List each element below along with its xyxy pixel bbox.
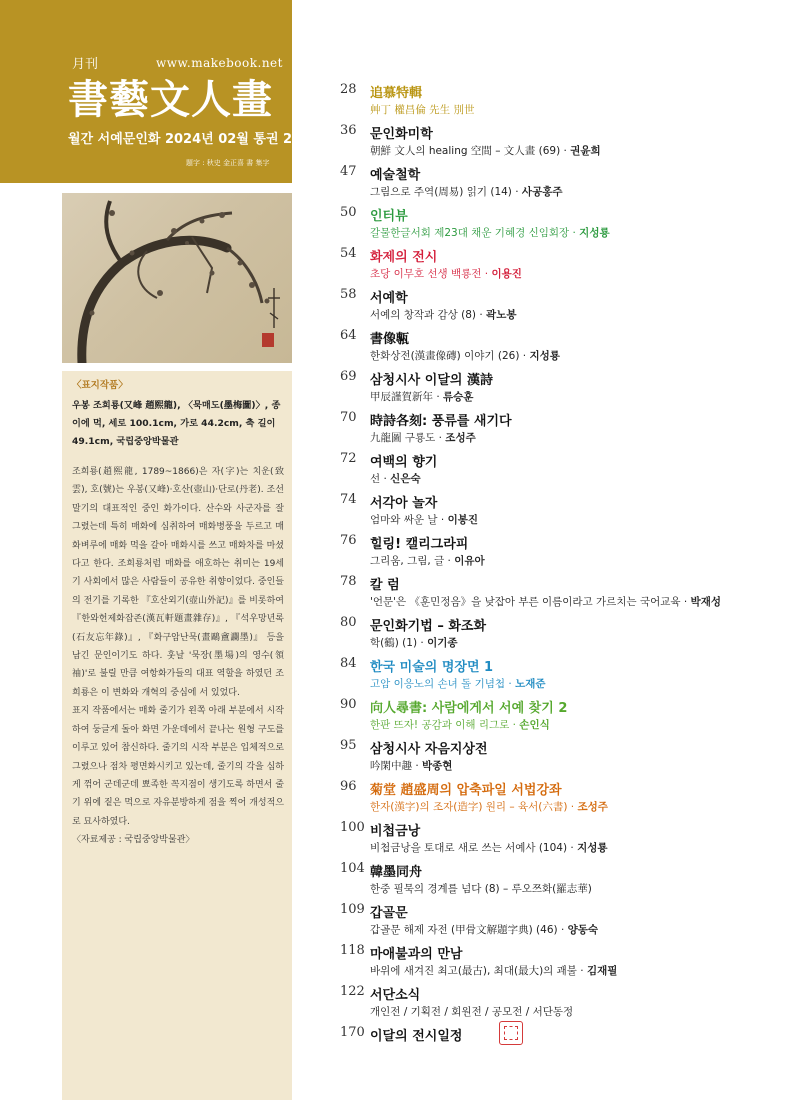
toc-page-number: 50 bbox=[340, 205, 357, 220]
toc-subtitle-text: 甲辰謹賀新年 bbox=[370, 391, 433, 403]
toc-subtitle bbox=[370, 881, 592, 896]
toc-title: 칼 럼 bbox=[370, 578, 400, 593]
toc-author: 이기종 bbox=[427, 637, 458, 649]
toc-subtitle: '언문'은 《훈민정음》을 낮잡아 부른 이름이라고 가르치는 국어교육 · 박재성 bbox=[370, 596, 721, 608]
toc-author: 권윤희 bbox=[570, 145, 601, 157]
toc-subtitle-text: 한화상전(漢畫像磚) 이야기 (26) bbox=[370, 350, 520, 362]
toc-subtitle-text: 한자(漢字)의 조자(造字) 원리 – 육서(六書) bbox=[370, 801, 568, 813]
cover-artwork-image bbox=[62, 193, 292, 363]
toc-title: 이달의 전시일정 bbox=[370, 1029, 463, 1044]
toc-title: 삼청시사 이달의 漢詩 bbox=[370, 373, 493, 388]
toc-page-number: 100 bbox=[340, 820, 365, 835]
cover-description bbox=[72, 463, 284, 831]
toc-title: 갑골문 bbox=[370, 906, 408, 921]
toc-subtitle: 비첩금낭을 토대로 새로 쓰는 서예사 (104) · 지성룡 bbox=[370, 842, 608, 854]
toc-author: 박종현 bbox=[422, 760, 453, 772]
toc-subtitle: 朝鮮 文人의 healing 空間 – 文人畫 (69) · 권윤희 bbox=[370, 145, 601, 157]
toc-author: 손인식 bbox=[519, 719, 550, 731]
toc-subtitle: 선 · 신은숙 bbox=[370, 473, 421, 485]
toc-title: 문인화미학 bbox=[370, 127, 433, 142]
toc-subtitle-text: 吟閑中趣 bbox=[370, 760, 412, 772]
cover-work-info: 우봉 조희룡(又峰 趙熙龍), 〈묵매도(墨梅圖)〉, 종이에 먹, 세로 100.1cm, 가로 44.2cm, 축 길이 49.1cm, 국립중앙박물관 bbox=[72, 400, 281, 447]
monthly-label: 月刊 bbox=[72, 57, 99, 72]
toc-page-number: 78 bbox=[340, 574, 357, 589]
toc-page-number: 104 bbox=[340, 861, 365, 876]
toc-author: 조성주 bbox=[445, 432, 476, 444]
toc-subtitle-text: '언문'은 《훈민정음》을 낮잡아 부른 이름이라고 가르치는 국어교육 bbox=[370, 596, 681, 608]
toc-page-number: 69 bbox=[340, 369, 357, 384]
toc-title: 向人尋書: 사람에게서 서예 찾기 2 bbox=[370, 701, 568, 716]
toc-title: 여백의 향기 bbox=[370, 455, 438, 470]
toc-subtitle: 그림으로 주역(周易) 읽기 (14) · 사공홍주 bbox=[370, 186, 563, 198]
title-calligraphy-credit: 題字 : 秋史 金正喜 書 集字 bbox=[186, 159, 270, 167]
toc-author: 이봉진 bbox=[447, 514, 478, 526]
toc-page-number: 36 bbox=[340, 123, 357, 138]
toc-subtitle bbox=[370, 102, 475, 117]
toc-title: 書像甎 bbox=[370, 332, 410, 347]
toc-page-number: 74 bbox=[340, 492, 357, 507]
toc-subtitle: 바위에 새겨진 최고(最古), 최대(最大)의 괘불 · 김재필 bbox=[370, 965, 618, 977]
toc-title: 서예학 bbox=[370, 291, 408, 306]
toc-title: 마애불과의 만남 bbox=[370, 947, 463, 962]
toc-title: 한국 미술의 명장면 1 bbox=[370, 660, 494, 675]
toc-title: 韓墨同舟 bbox=[370, 865, 423, 880]
toc-author: 지성룡 bbox=[577, 842, 608, 854]
toc-title: 삼청시사 자음지상전 bbox=[370, 742, 488, 757]
toc-author: 류승훈 bbox=[443, 391, 474, 403]
toc-subtitle: 한자(漢字)의 조자(造字) 원리 – 육서(六書) · 조성주 bbox=[370, 801, 608, 813]
toc-author: 이용진 bbox=[491, 268, 522, 280]
toc-page-number: 109 bbox=[340, 902, 365, 917]
toc-page-number: 80 bbox=[340, 615, 357, 630]
toc-author: 지성룡 bbox=[579, 227, 610, 239]
toc-subtitle: 갈물한글서회 제23대 채운 기혜경 신임회장 · 지성룡 bbox=[370, 227, 610, 239]
toc-subtitle: 초당 이무호 선생 백룡전 · 이용진 bbox=[370, 268, 522, 280]
toc-page-number: 118 bbox=[340, 943, 365, 958]
toc-author: 이유아 bbox=[454, 555, 485, 567]
toc-title: 서각아 놀자 bbox=[370, 496, 438, 511]
toc-subtitle: 한화상전(漢畫像磚) 이야기 (26) · 지성룡 bbox=[370, 350, 560, 362]
toc-author: 신은숙 bbox=[390, 473, 421, 485]
issue-info: 월간 서예문인화 2024년 02월 통권 268호 bbox=[68, 132, 323, 147]
toc-page-number: 90 bbox=[340, 697, 357, 712]
toc-subtitle-text: 朝鮮 文人의 healing 空間 – 文人畫 (69) bbox=[370, 145, 561, 157]
toc-subtitle: 학(鶴) (1) · 이기종 bbox=[370, 637, 458, 649]
cover-source: 〈자료제공 : 국립중앙박물관〉 bbox=[72, 835, 195, 846]
toc-title: 화제의 전시 bbox=[370, 250, 438, 265]
toc-page-number: 64 bbox=[340, 328, 357, 343]
toc-title: 追慕特輯 bbox=[370, 86, 423, 101]
toc-title: 菊堂 趙盛周의 압축파일 서법강좌 bbox=[370, 783, 562, 798]
toc-subtitle-text: 한판 뜨자! 공감과 이해 리그로 bbox=[370, 719, 510, 731]
toc-title: 힐링! 캘리그라피 bbox=[370, 537, 469, 552]
toc-page-number: 170 bbox=[340, 1025, 365, 1040]
toc-author: 노재준 bbox=[515, 678, 546, 690]
cover-caption-heading: 〈표지작품〉 bbox=[72, 380, 128, 391]
toc-page-number: 95 bbox=[340, 738, 357, 753]
toc-page-number: 122 bbox=[340, 984, 365, 999]
toc-author: 박재성 bbox=[690, 596, 721, 608]
toc-page-number: 58 bbox=[340, 287, 357, 302]
toc-subtitle-text: 바위에 새겨진 최고(最古), 최대(最大)의 괘불 bbox=[370, 965, 577, 977]
toc-page-number: 96 bbox=[340, 779, 357, 794]
toc-subtitle-text: 그림으로 주역(周易) 읽기 (14) bbox=[370, 186, 512, 198]
toc-subtitle-text: 선 bbox=[370, 473, 381, 485]
toc-subtitle: 갑골문 해제 자전 (甲骨文解題字典) (46) · 양동숙 bbox=[370, 924, 599, 936]
toc-subtitle-text: 한중 필묵의 경계를 넘다 (8) – 루오쯔화(羅志華) bbox=[370, 883, 592, 895]
toc-subtitle-text: 개인전 / 기획전 / 회원전 / 공모전 / 서단동정 bbox=[370, 1006, 574, 1018]
toc-title: 서단소식 bbox=[370, 988, 421, 1003]
toc-author: 지성룡 bbox=[529, 350, 560, 362]
toc-subtitle-text: 학(鶴) (1) bbox=[370, 637, 418, 649]
toc-subtitle: 甲辰謹賀新年 · 류승훈 bbox=[370, 391, 474, 403]
toc-subtitle-text: 서예의 창작과 감상 (8) bbox=[370, 309, 477, 321]
toc-page-number: 54 bbox=[340, 246, 357, 261]
cover-paragraph: 표지 작품에서는 매화 줄기가 왼쪽 아래 부분에서 시작하여 둥글게 돌아 화면 가운데에서 끝나는 원형 구도를 이루고 있어 참신하다. 줄기의 시작 부분은 입체적으로 그렸으나 점차 평면화시키고 있는데, 줄기의 각을 심하게 꺾어 군데군데 뾰족한 꼭지점이 생기도록 하면서 줄기 위에 짙은 먹으로 자유분방하게 점을 찍어 개성적으로 묘사하였다. bbox=[72, 706, 284, 827]
toc-page-number: 28 bbox=[340, 82, 357, 97]
toc-page-number: 47 bbox=[340, 164, 357, 179]
toc-author: 김재필 bbox=[586, 965, 618, 977]
cover-paragraph: 조희룡(趙熙龍, 1789~1866)은 자(字)는 치운(致雲), 호(號)는 우봉(又峰)·호산(壺山)·단로(丹老). 조선 말기의 대표적인 중인 화가이다. 산수와 사군자를 잘 그렸는데 특히 매화에 심취하여 매화병풍을 두르고 매화벼루에 매화 먹을 갈아 매화시를 쓰고 매화차를 마셨다고 한다. 조희룡처럼 매화를 애호하는 취미는 19세기 사회에서 많은 사람들이 공유한 취향이었다. 중인들의 전기를 기록한 『호산외기(壺山外記)』를 비롯하여 『한와헌제화잡존(漢瓦軒題畫雜存)』, 『석우망년록(石友忘年錄)』, 『화구암난묵(畫鷗盦讕墨)』 등을 남긴 문인이기도 하다. 훗날 '묵장(墨場)의 영수(領袖)'로 불릴 만큼 여항화가들의 대표 역할을 하였던 조희룡은 이 변화와 개혁의 중심에 서 있었다. bbox=[72, 467, 284, 698]
left-column bbox=[0, 0, 323, 1100]
toc-subtitle: 그리움, 그림, 글 · 이유아 bbox=[370, 555, 485, 567]
toc-subtitle-text: 艸丁 權昌倫 先生 別世 bbox=[370, 104, 475, 116]
toc-page-number: 84 bbox=[340, 656, 357, 671]
toc-subtitle-text: 초당 이무호 선생 백룡전 bbox=[370, 268, 482, 280]
toc-subtitle: 서예의 창작과 감상 (8) · 곽노봉 bbox=[370, 309, 517, 321]
toc-page-number: 76 bbox=[340, 533, 357, 548]
toc-subtitle: 한판 뜨자! 공감과 이해 리그로 · 손인식 bbox=[370, 719, 550, 731]
seal-stamp-icon bbox=[499, 1021, 523, 1045]
toc-title: 인터뷰 bbox=[370, 209, 408, 224]
toc-subtitle bbox=[370, 1004, 573, 1019]
toc-page-number: 72 bbox=[340, 451, 357, 466]
toc-title: 문인화기법 – 화조화 bbox=[370, 619, 487, 634]
toc-subtitle: 고암 이응노의 손녀 돌 기념첩 · 노재준 bbox=[370, 678, 546, 690]
toc-subtitle-text: 그리움, 그림, 글 bbox=[370, 555, 445, 567]
toc-subtitle-text: 갈물한글서회 제23대 채운 기혜경 신임회장 bbox=[370, 227, 570, 239]
toc-subtitle-text: 九龍圖 구룡도 bbox=[370, 432, 436, 444]
toc-author: 사공홍주 bbox=[521, 186, 563, 198]
toc-author: 조성주 bbox=[577, 801, 608, 813]
cover-caption-box bbox=[62, 371, 292, 1100]
toc-title: 時詩各刻: 풍류를 새기다 bbox=[370, 414, 512, 429]
toc-subtitle: 九龍圖 구룡도 · 조성주 bbox=[370, 432, 476, 444]
toc-subtitle: 엄마와 싸운 날 · 이봉진 bbox=[370, 514, 478, 526]
toc-subtitle: 吟閑中趣 · 박종현 bbox=[370, 760, 453, 772]
toc-page-number: 70 bbox=[340, 410, 357, 425]
toc-subtitle-text: 갑골문 해제 자전 (甲骨文解題字典) (46) bbox=[370, 924, 558, 936]
toc-title: 예술철학 bbox=[370, 168, 421, 183]
magazine-title: 書藝文人畫 bbox=[68, 76, 273, 123]
toc-author: 양동숙 bbox=[567, 924, 599, 936]
toc-author: 곽노봉 bbox=[486, 309, 517, 321]
toc-subtitle-text: 엄마와 싸운 날 bbox=[370, 514, 438, 526]
toc-subtitle-text: 비첩금낭을 토대로 새로 쓰는 서예사 (104) bbox=[370, 842, 568, 854]
masthead bbox=[0, 0, 323, 183]
toc-subtitle-text: 고암 이응노의 손녀 돌 기념첩 bbox=[370, 678, 506, 690]
toc-title: 비첩금낭 bbox=[370, 824, 421, 839]
plum-blossom-painting bbox=[62, 193, 292, 363]
site-url[interactable]: www.makebook.net bbox=[156, 56, 283, 70]
